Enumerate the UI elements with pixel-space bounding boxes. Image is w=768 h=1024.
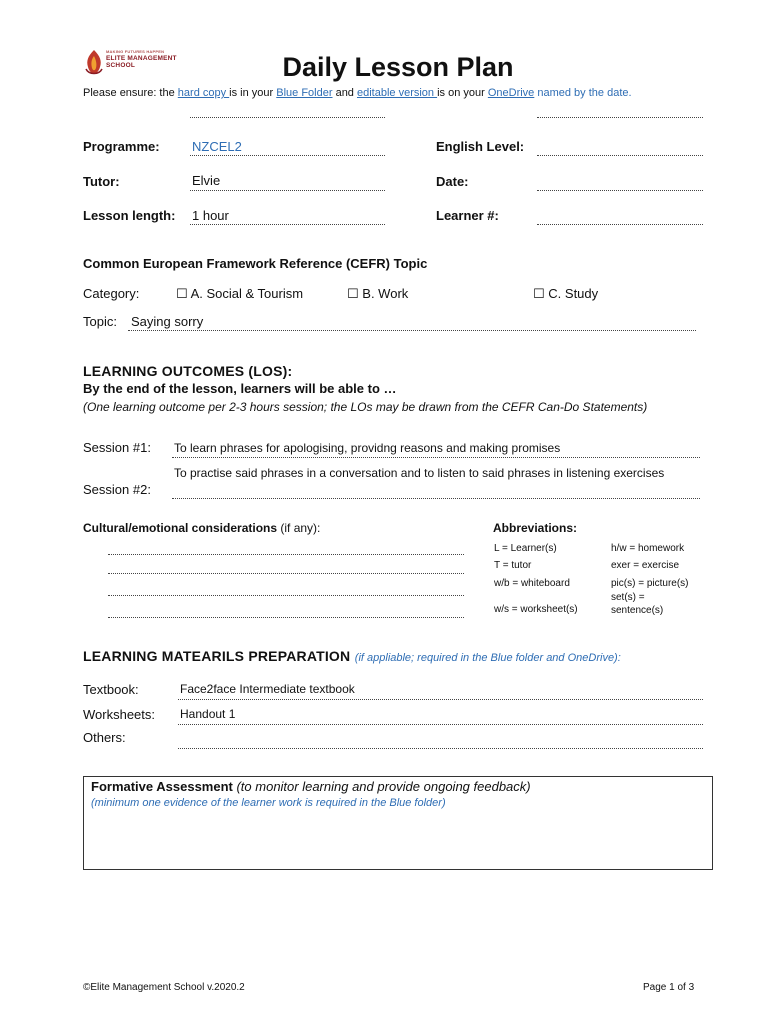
others-label: Others: <box>83 730 126 745</box>
tutor-line <box>190 190 385 191</box>
topic-label: Topic: <box>83 314 117 329</box>
outcomes-heading: LEARNING OUTCOMES (LOS): <box>83 363 293 379</box>
session2-value[interactable]: To practise said phrases in a conversation and to listen to said phrases in listening exercises <box>174 466 665 480</box>
abbr-item: L = Learner(s) <box>494 543 557 554</box>
lesson-length-line <box>190 224 385 225</box>
session2-label: Session #2: <box>83 482 151 497</box>
others-field[interactable] <box>178 748 703 749</box>
worksheets-line <box>178 724 703 725</box>
category-option-work[interactable] <box>347 286 408 302</box>
ensure-text-2: is on your <box>437 87 488 99</box>
logo-tagline: MAKING FUTURES HAPPEN <box>106 49 165 54</box>
cultural-line-2[interactable] <box>108 573 464 574</box>
category-option-label: B. Work <box>362 286 409 301</box>
editable-version-link[interactable]: editable version <box>356 87 438 99</box>
top-line-right <box>537 117 703 118</box>
textbook-label: Textbook: <box>83 682 139 697</box>
abbr-item: exer = exercise <box>611 560 680 571</box>
topic-value[interactable]: Saying sorry <box>131 314 204 329</box>
ensure-instruction <box>83 87 632 99</box>
materials-heading-row <box>83 648 621 666</box>
outcomes-subheading: By the end of the lesson, learners will be able to … <box>83 381 397 396</box>
abbr-item: set(s) = sentence(s) <box>611 592 664 616</box>
programme-label: Programme: <box>83 139 160 154</box>
english-level-field[interactable] <box>537 155 703 156</box>
cultural-line-3[interactable] <box>108 595 464 596</box>
formative-assessment-box[interactable] <box>83 776 713 870</box>
date-label: Date: <box>436 174 469 189</box>
category-label: Category: <box>83 286 140 301</box>
cultural-label-rest: (if any): <box>277 521 321 535</box>
cefr-heading: Common European Framework Reference (CEFR) Topic <box>83 256 428 271</box>
textbook-line <box>178 699 703 700</box>
materials-heading: LEARNING MATEARILS PREPARATION <box>83 648 351 664</box>
abbr-item: pic(s) = picture(s) <box>611 578 689 589</box>
category-option-label: A. Social & Tourism <box>190 286 304 301</box>
english-level-label: English Level: <box>436 139 525 154</box>
outcomes-note: (One learning outcome per 2-3 hours session; the LOs may be drawn from the CEFR Can-Do Statements) <box>83 400 648 414</box>
date-field[interactable] <box>537 190 703 191</box>
session1-value[interactable]: To learn phrases for apologising, providng reasons and making promises <box>174 441 561 455</box>
programme-value[interactable]: NZCEL2 <box>192 139 242 154</box>
abbr-item: w/b = whiteboard <box>494 578 570 589</box>
ensure-prefix: Please ensure: the <box>83 87 178 99</box>
category-option-social[interactable] <box>176 286 303 302</box>
session2-line <box>172 498 700 499</box>
learner-label: Learner #: <box>436 208 499 223</box>
materials-note: (if appliable; required in the Blue folder and OneDrive): <box>354 652 621 664</box>
top-line-left <box>190 117 385 118</box>
logo-name-line2: SCHOOL <box>106 62 136 69</box>
assessment-note: (minimum one evidence of the learner work is required in the Blue folder) <box>91 797 446 809</box>
learner-field[interactable] <box>537 224 703 225</box>
worksheets-value[interactable]: Handout 1 <box>180 707 236 721</box>
tutor-label: Tutor: <box>83 174 120 189</box>
assessment-title <box>91 779 531 794</box>
lesson-length-label: Lesson length: <box>83 208 176 223</box>
ensure-text: is in your <box>229 87 277 99</box>
footer-page-number: Page 1 of 3 <box>643 982 695 993</box>
checkbox-icon[interactable]: ☐ <box>176 286 188 301</box>
cultural-label <box>83 521 320 535</box>
lesson-length-value[interactable]: 1 hour <box>192 208 229 223</box>
abbreviations-heading: Abbreviations: <box>493 521 578 535</box>
assessment-title-rest: (to monitor learning and provide ongoing feedback) <box>232 779 531 794</box>
abbr-item: T = tutor <box>494 560 532 571</box>
category-option-label: C. Study <box>548 286 599 301</box>
topic-line <box>128 330 696 331</box>
checkbox-icon[interactable]: ☐ <box>347 286 359 301</box>
page-title: Daily Lesson Plan <box>282 52 514 82</box>
cultural-label-bold: Cultural/emotional considerations <box>83 521 278 535</box>
logo-name-line1: ELITE MANAGEMENT <box>106 55 177 62</box>
onedrive-link[interactable]: OneDrive <box>487 87 535 99</box>
abbr-item: w/s = worksheet(s) <box>494 604 578 615</box>
ensure-and: and <box>332 87 357 99</box>
programme-line <box>190 155 385 156</box>
worksheets-label: Worksheets: <box>83 707 156 722</box>
tutor-value[interactable]: Elvie <box>192 173 221 188</box>
footer-copyright: ©Elite Management School v.2020.2 <box>83 982 245 993</box>
hard-copy-link[interactable]: hard copy <box>177 87 230 99</box>
ensure-suffix: named by the date. <box>534 87 632 99</box>
session1-label: Session #1: <box>83 440 151 455</box>
session1-line <box>172 457 700 458</box>
blue-folder-link[interactable]: Blue Folder <box>276 87 333 99</box>
textbook-value[interactable]: Face2face Intermediate textbook <box>180 682 355 696</box>
assessment-title-bold: Formative Assessment <box>91 779 233 794</box>
checkbox-icon[interactable]: ☐ <box>533 286 545 301</box>
cultural-line-4[interactable] <box>108 617 464 618</box>
cultural-line-1[interactable] <box>108 554 464 555</box>
category-option-study[interactable] <box>533 286 598 302</box>
abbr-item: h/w = homework <box>611 543 685 554</box>
